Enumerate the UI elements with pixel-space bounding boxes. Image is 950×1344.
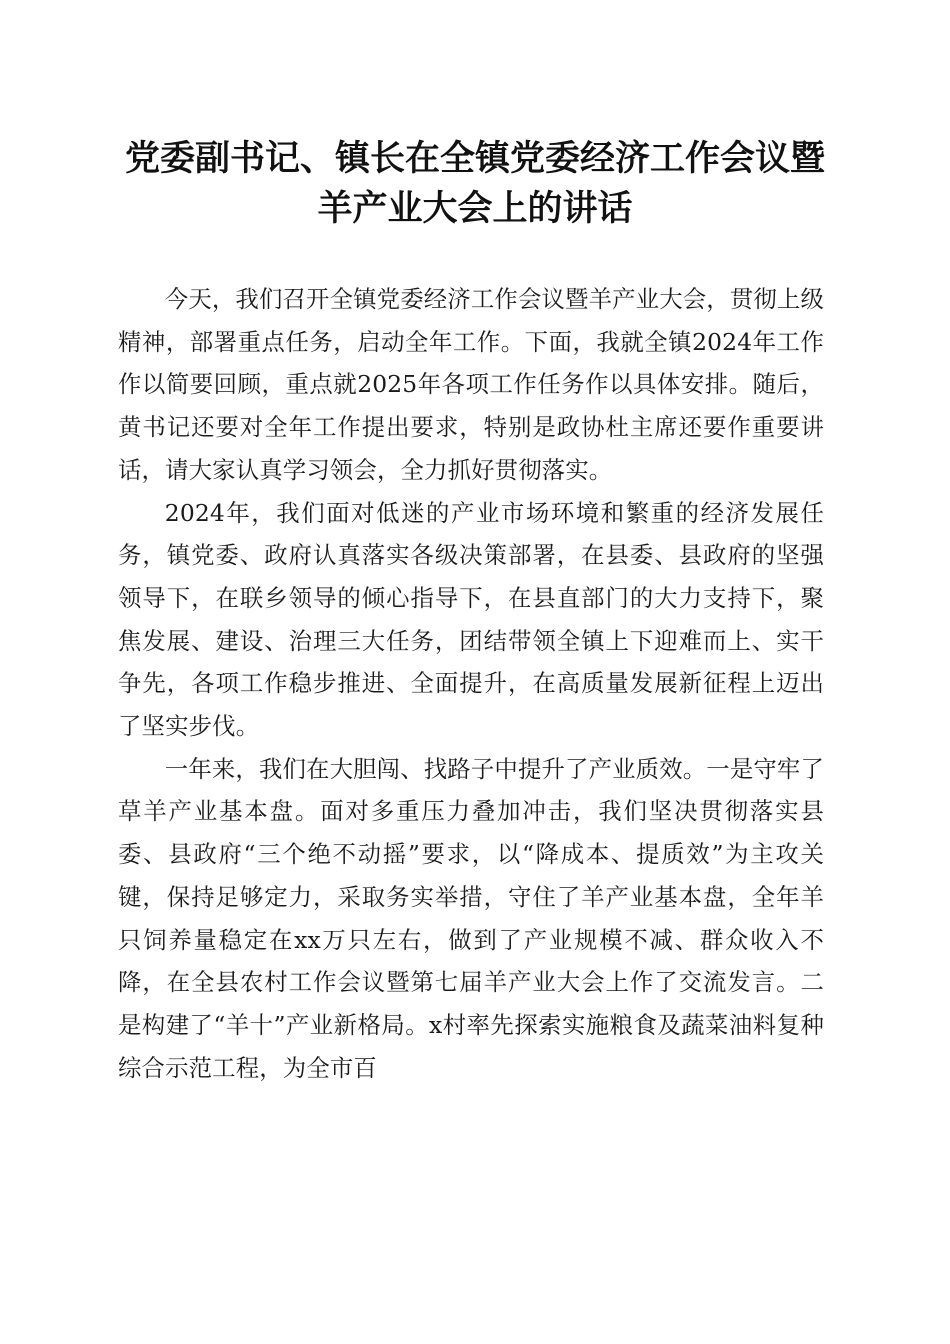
paragraph-3: 一年来，我们在大胆闯、找路子中提升了产业质效。一是守牢了草羊产业基本盘。面对多重压力叠加冲击，我们坚决贯彻落实县委、县政府“三个绝不动摇”要求，以“降成本、提质效”为主攻关键，保持足够定力，采取务实举措，守住了羊产业基本盘，全年羊只饲养量稳定在xx万只左右，做到了产业规模不减、群众收入不降，在全县农村工作会议暨第七届羊产业大会上作了交流发言。二是构建了“羊十”产业新格局。x村率先探索实施粮食及蔬菜油料复种综合示范工程，为全市百 bbox=[118, 754, 824, 1082]
title-line-2: 羊产业大会上的讲话 bbox=[317, 188, 633, 229]
document-title bbox=[100, 134, 850, 234]
document-body bbox=[118, 278, 824, 1089]
paragraph-2: 2024年，我们面对低迷的产业市场环境和繁重的经济发展任务，镇党委、政府认真落实各级决策部署，在县委、县政府的坚强领导下，在联乡领导的倾心指导下，在县直部门的大力支持下，聚焦发展、建设、治理三大任务，团结带领全镇上下迎难而上、实干争先，各项工作稳步推进、全面提升，在高质量发展新征程上迈出了坚实步伐。 bbox=[118, 498, 824, 741]
title-line-1: 党委副书记、镇长在全镇党委经济工作会议暨 bbox=[124, 138, 825, 179]
paragraph-1: 今天，我们召开全镇党委经济工作会议暨羊产业大会，贯彻上级精神，部署重点任务，启动全年工作。下面，我就全镇2024年工作作以简要回顾，重点就2025年各项工作任务作以具体安排。随后，黄书记还要对全年工作提出要求，特别是政协杜主席还要作重要讲话，请大家认真学习领会，全力抓好贯彻落实。 bbox=[118, 285, 824, 484]
